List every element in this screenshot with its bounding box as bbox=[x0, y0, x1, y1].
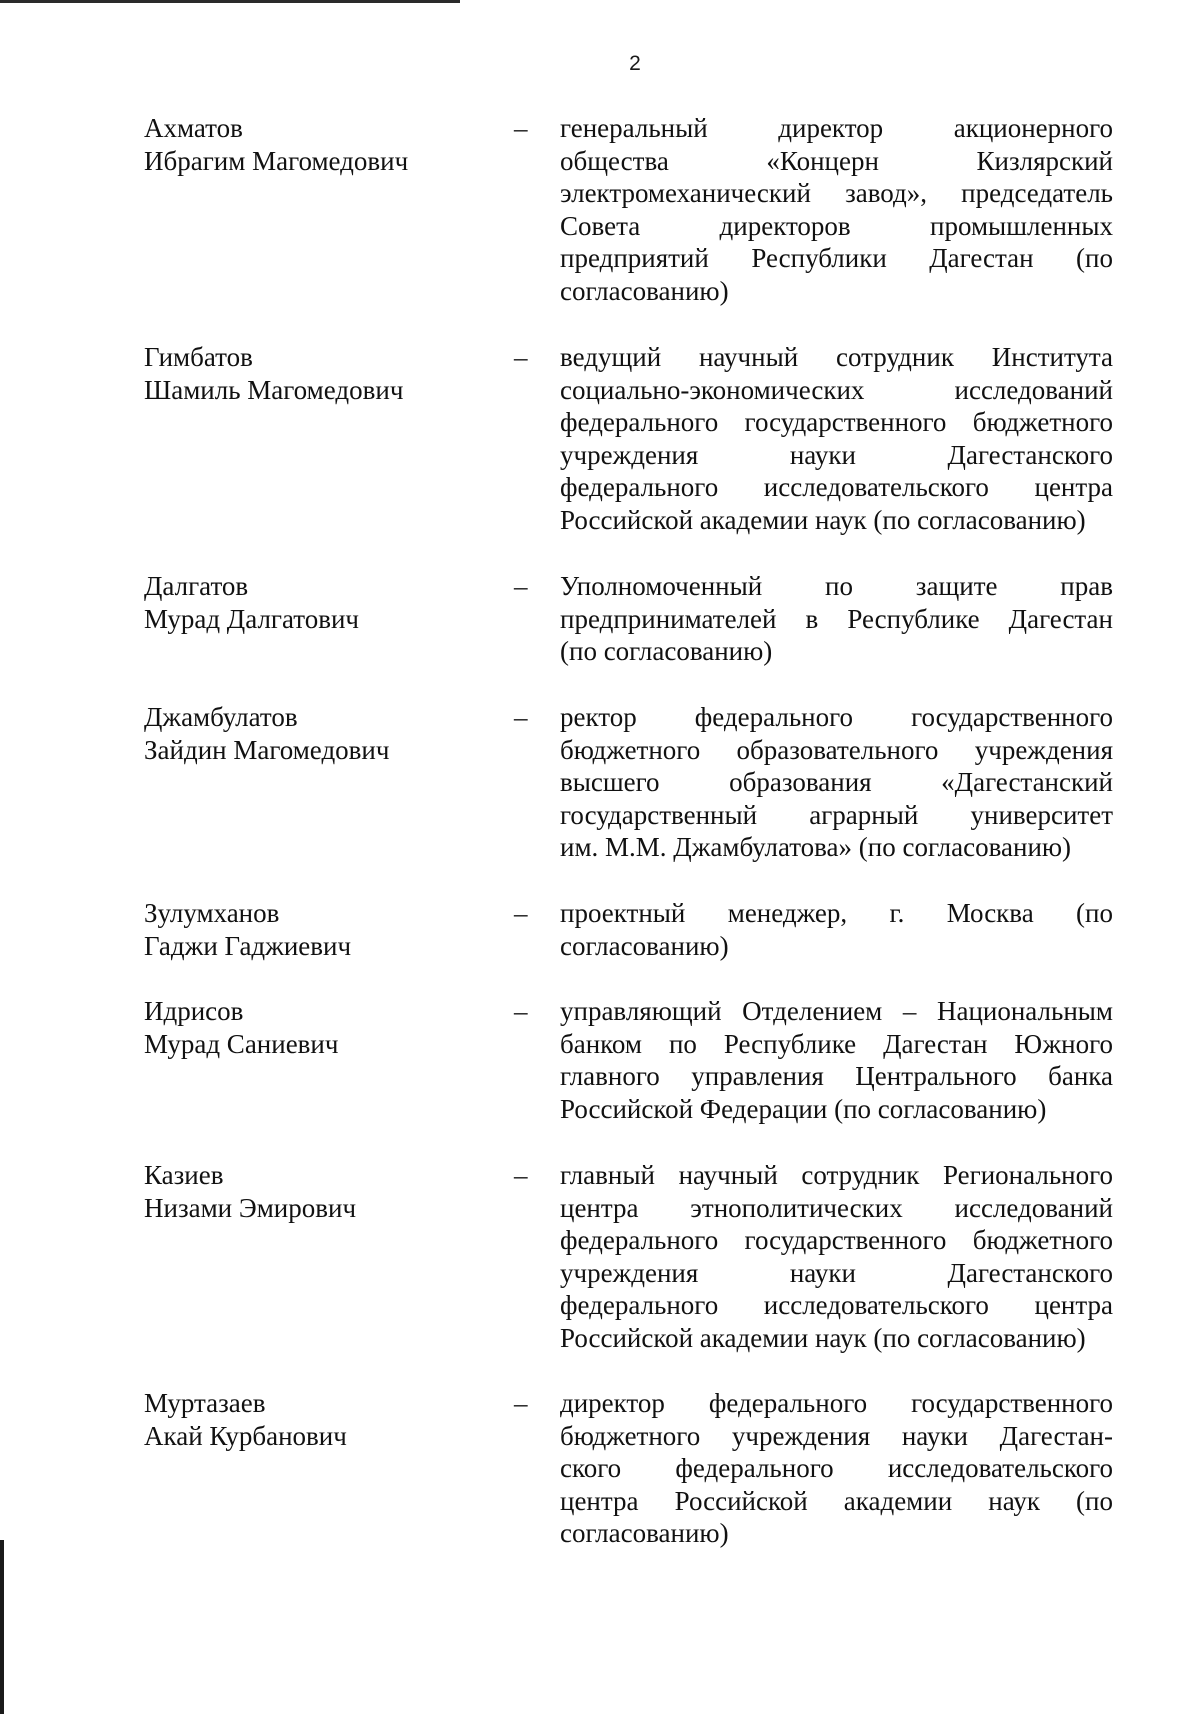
member-surname: Джамбулатов bbox=[144, 702, 298, 732]
member-position bbox=[560, 112, 1113, 308]
position-line: Российской академии наук (по согласованию) bbox=[560, 504, 1086, 535]
member-surname: Гимбатов bbox=[144, 342, 253, 372]
member-given-names: Мурад Саниевич bbox=[144, 1028, 339, 1059]
member-name bbox=[144, 1159, 474, 1224]
position-line: проектный менеджер, г. Москва (по bbox=[560, 898, 1113, 928]
position-line: Совета директоров промышленных bbox=[560, 210, 1113, 241]
member-position bbox=[560, 701, 1113, 864]
position-line: бюджетного учреждения науки Дагестан- bbox=[560, 1420, 1113, 1451]
position-line: директор федерального государственного bbox=[560, 1388, 1113, 1418]
dash-separator: – bbox=[514, 702, 528, 732]
member-surname: Казиев bbox=[144, 1160, 224, 1190]
member-name bbox=[144, 995, 474, 1060]
dash-separator: – bbox=[514, 571, 528, 601]
member-name bbox=[144, 701, 474, 766]
position-line: федерального государственного бюджетного bbox=[560, 1225, 1113, 1256]
position-line: главный научный сотрудник Регионального bbox=[560, 1160, 1113, 1190]
member-name bbox=[144, 341, 474, 406]
position-line: банком по Республике Дагестан Южного bbox=[560, 1028, 1113, 1059]
position-line: центра этнополитических исследований bbox=[560, 1192, 1113, 1223]
position-line: Уполномоченный по защите прав bbox=[560, 571, 1113, 601]
dash-separator: – bbox=[514, 342, 528, 372]
member-given-names: Ибрагим Магомедович bbox=[144, 145, 409, 176]
position-line: социально-экономических исследований bbox=[560, 374, 1113, 405]
position-line: им. М.М. Джамбулатова» (по согласованию) bbox=[560, 832, 1072, 863]
scan-edge-shadow bbox=[0, 1540, 4, 1714]
scan-edge-line bbox=[0, 0, 460, 3]
dash-separator: – bbox=[514, 898, 528, 928]
position-line: ского федерального исследовательского bbox=[560, 1453, 1113, 1484]
position-line: ректор федерального государственного bbox=[560, 702, 1113, 732]
position-line: электромеханический завод», председатель bbox=[560, 178, 1113, 209]
page-number: 2 bbox=[629, 52, 641, 75]
position-line: генеральный директор акционерного bbox=[560, 113, 1113, 143]
position-line: предпринимателей в Республике Дагестан bbox=[560, 603, 1113, 634]
position-line: учреждения науки Дагестанского bbox=[560, 1257, 1113, 1288]
position-line: общества «Концерн Кизлярский bbox=[560, 145, 1113, 176]
member-position bbox=[560, 995, 1113, 1125]
position-line: (по согласованию) bbox=[560, 636, 773, 667]
position-line: Российской академии наук (по согласованию) bbox=[560, 1322, 1086, 1353]
member-surname: Ахматов bbox=[144, 113, 243, 143]
position-line: управляющий Отделением – Национальным bbox=[560, 996, 1113, 1026]
dash-separator: – bbox=[514, 113, 528, 143]
position-line: государственный аграрный университет bbox=[560, 799, 1113, 830]
dash-separator: – bbox=[514, 996, 528, 1026]
member-position bbox=[560, 1159, 1113, 1355]
position-line: федерального исследовательского центра bbox=[560, 472, 1113, 503]
dash-separator: – bbox=[514, 1160, 528, 1190]
member-surname: Зулумханов bbox=[144, 898, 280, 928]
position-line: федерального государственного бюджетного bbox=[560, 407, 1113, 438]
member-surname: Далгатов bbox=[144, 571, 249, 601]
position-line: учреждения науки Дагестанского bbox=[560, 439, 1113, 470]
position-line: согласованию) bbox=[560, 1518, 729, 1549]
member-surname: Муртазаев bbox=[144, 1388, 266, 1418]
position-line: согласованию) bbox=[560, 930, 729, 961]
member-name bbox=[144, 1387, 474, 1452]
member-given-names: Акай Курбанович bbox=[144, 1420, 347, 1451]
position-line: предприятий Республики Дагестан (по bbox=[560, 243, 1113, 274]
position-line: ведущий научный сотрудник Института bbox=[560, 342, 1113, 372]
member-given-names: Зайдин Магомедович bbox=[144, 734, 390, 765]
dash-separator: – bbox=[514, 1388, 528, 1418]
member-given-names: Низами Эмирович bbox=[144, 1192, 357, 1223]
member-position bbox=[560, 897, 1113, 962]
position-line: согласованию) bbox=[560, 275, 729, 306]
position-line: бюджетного образовательного учреждения bbox=[560, 734, 1113, 765]
position-line: федерального исследовательского центра bbox=[560, 1290, 1113, 1321]
member-surname: Идрисов bbox=[144, 996, 244, 1026]
member-name bbox=[144, 897, 474, 962]
member-position bbox=[560, 570, 1113, 668]
member-given-names: Гаджи Гаджиевич bbox=[144, 930, 352, 961]
position-line: главного управления Центрального банка bbox=[560, 1061, 1113, 1092]
member-position bbox=[560, 341, 1113, 537]
member-name bbox=[144, 570, 474, 635]
member-name bbox=[144, 112, 474, 177]
member-given-names: Шамиль Магомедович bbox=[144, 374, 404, 405]
position-line: центра Российской академии наук (по bbox=[560, 1485, 1113, 1516]
member-given-names: Мурад Далгатович bbox=[144, 603, 359, 634]
position-line: высшего образования «Дагестанский bbox=[560, 767, 1113, 798]
position-line: Российской Федерации (по согласованию) bbox=[560, 1093, 1047, 1124]
member-position bbox=[560, 1387, 1113, 1550]
